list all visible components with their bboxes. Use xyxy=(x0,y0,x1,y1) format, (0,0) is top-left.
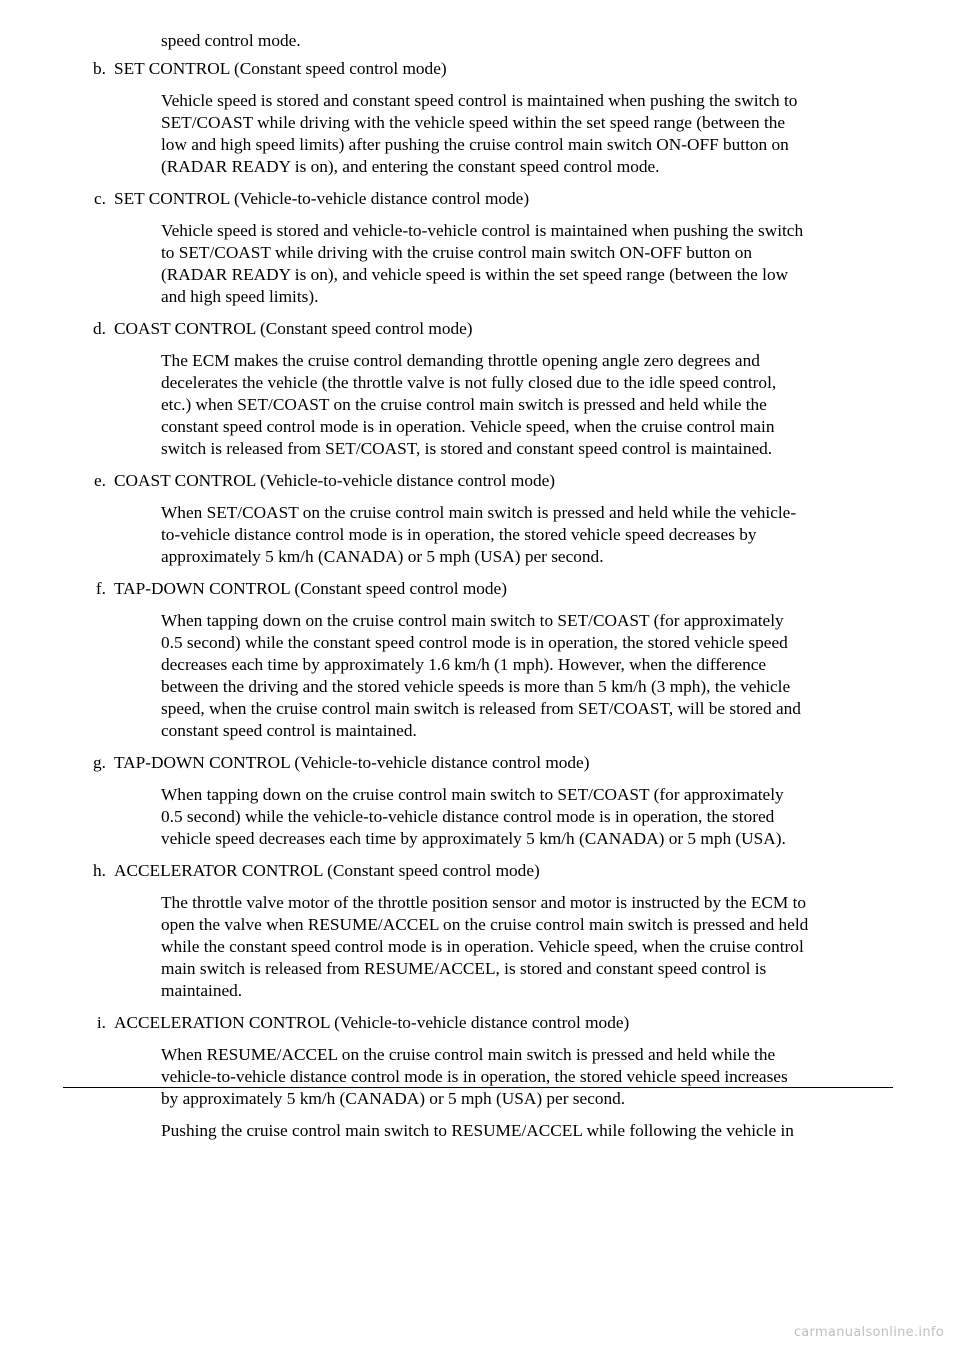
section-letter: g. xyxy=(93,753,106,772)
section-heading xyxy=(0,578,960,600)
section-item xyxy=(0,318,960,460)
section-item xyxy=(0,860,960,1002)
section-title: SET CONTROL (Constant speed control mode) xyxy=(114,59,447,78)
section-heading xyxy=(0,188,960,210)
section-title: TAP-DOWN CONTROL (Constant speed control mode) xyxy=(114,579,507,598)
section-title: TAP-DOWN CONTROL (Vehicle-to-vehicle distance control mode) xyxy=(114,753,590,772)
section-paragraph: When SET/COAST on the cruise control main switch is pressed and held while the vehicle- to-vehicle distance control mode is in operation, the stored vehicle speed decreases by approximately 5 km/h (CANADA) or 5 mph (USA) per second. xyxy=(161,503,797,566)
footer-watermark: carmanualsonline.info xyxy=(793,1325,944,1340)
section-heading xyxy=(0,752,960,774)
section-paragraph: The throttle valve motor of the throttle position sensor and motor is instructed by the ECM to open the valve when RESUME/ACCEL on the cruise control main switch is pressed and held while the constant speed control mode is in operation. Vehicle speed, when the cruise control main switch is released from RESUME/ACCEL, is stored and constant speed control is maintained. xyxy=(161,893,809,1000)
section-list xyxy=(0,58,960,1152)
section-item xyxy=(0,1012,960,1142)
section-letter: f. xyxy=(95,579,106,598)
section-paragraph: The ECM makes the cruise control demanding throttle opening angle zero degrees and decelerates the vehicle (the throttle valve is not fully closed due to the idle speed control, etc.) when SET/COAST on the cruise control main switch is pressed and held while the constant speed control mode is in operation. Vehicle speed, when the cruise control main switch is released from SET/COAST, is stored and constant speed control is maintained. xyxy=(161,351,777,458)
section-heading xyxy=(0,318,960,340)
page-divider xyxy=(63,1087,893,1088)
section-item xyxy=(0,752,960,850)
section-heading xyxy=(0,860,960,882)
section-letter: c. xyxy=(94,189,106,208)
section-item xyxy=(0,470,960,568)
section-letter: i. xyxy=(96,1013,106,1032)
section-paragraph: When RESUME/ACCEL on the cruise control main switch is pressed and held while the vehicle-to-vehicle distance control mode is in operation, the stored vehicle speed increases by approximately 5 km/h (CANADA) or 5 mph (USA) per second. xyxy=(161,1045,788,1108)
section-paragraph: Vehicle speed is stored and constant speed control is maintained when pushing the switch to SET/COAST while driving with the vehicle speed within the set speed range (between the low and high speed limits) after pushing the cruise control main switch ON-OFF button on (RADAR READY is on), and entering the constant speed control mode. xyxy=(161,91,798,176)
section-item xyxy=(0,58,960,178)
lead-text: speed control mode. xyxy=(161,31,301,50)
section-title: COAST CONTROL (Vehicle-to-vehicle distance control mode) xyxy=(114,471,556,490)
section-letter: b. xyxy=(93,59,106,78)
section-paragraph: When tapping down on the cruise control main switch to SET/COAST (for approximately 0.5 second) while the vehicle-to-vehicle distance control mode is in operation, the stored vehicle speed decreases each time by approximately 5 km/h (CANADA) or 5 mph (USA). xyxy=(161,785,786,848)
section-paragraph: When tapping down on the cruise control main switch to SET/COAST (for approximately 0.5 second) while the constant speed control mode is in operation, the stored vehicle speed decreases each time by approximately 1.6 km/h (1 mph). However, when the difference between the driving and the stored vehicle speeds is more than 5 km/h (3 mph), the vehicle speed, when the cruise control main switch is released from SET/COAST, will be stored and constant speed control is maintained. xyxy=(161,611,801,740)
section-letter: d. xyxy=(93,319,106,338)
section-letter: h. xyxy=(93,861,106,880)
section-heading xyxy=(0,1012,960,1034)
section-title: SET CONTROL (Vehicle-to-vehicle distance control mode) xyxy=(114,189,530,208)
section-item xyxy=(0,578,960,742)
section-title: ACCELERATOR CONTROL (Constant speed control mode) xyxy=(114,861,540,880)
section-item xyxy=(0,188,960,308)
section-heading xyxy=(0,470,960,492)
section-title: ACCELERATION CONTROL (Vehicle-to-vehicle distance control mode) xyxy=(114,1013,630,1032)
section-heading xyxy=(0,58,960,80)
section-paragraph: Vehicle speed is stored and vehicle-to-vehicle control is maintained when pushing the switch to SET/COAST while driving with the cruise control main switch ON-OFF button on (RADAR READY is on), and vehicle speed is within the set speed range (between the low and high speed limits). xyxy=(161,221,804,306)
section-title: COAST CONTROL (Constant speed control mode) xyxy=(114,319,473,338)
section-letter: e. xyxy=(94,471,106,490)
section-paragraph: Pushing the cruise control main switch to RESUME/ACCEL while following the vehicle in xyxy=(161,1121,794,1140)
